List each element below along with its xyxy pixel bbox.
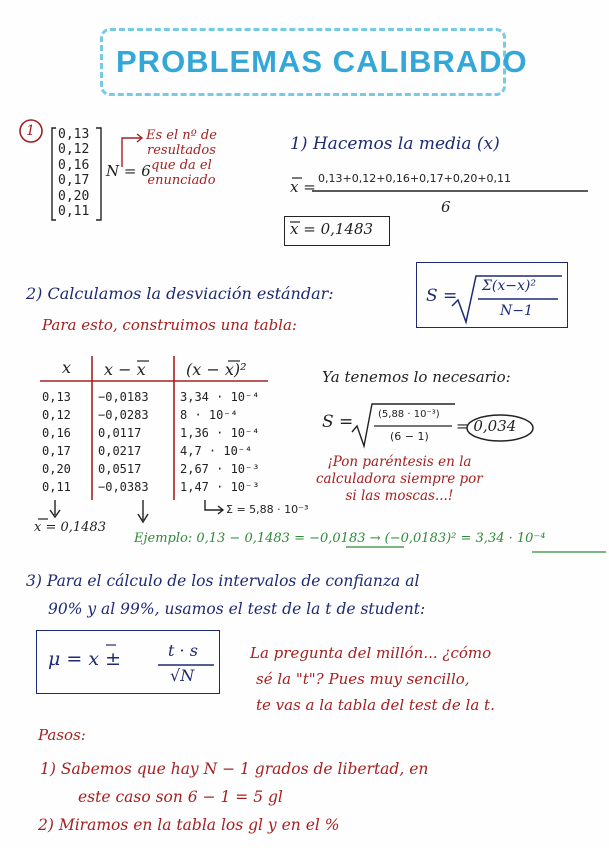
section2-title: 2) Calculamos la desviación estándar: [26,284,334,303]
s-calc-num: (5,88 · 10⁻³) [378,409,440,420]
table-col-diff [98,388,149,496]
steps-label: Pasos: [38,726,86,744]
table-header-diff: x − x [104,360,146,379]
table-header-x: x [62,358,72,377]
right-note-intro: Ya tenemos lo necesario: [322,368,511,386]
values-right-brace [96,128,101,220]
mean-denominator: 6 [441,198,451,216]
value-item: 0,12 [58,142,90,158]
t-formula-lhs: μ = x ± [48,648,122,670]
mean-result: x = 0,1483 [290,220,374,238]
t-question-note: La pregunta del millón... ¿cómo sé la "t"? Pues muy sencillo, te vas a la tabla del test de la t. [250,644,495,714]
table-cell: 0,13 [42,390,71,404]
step1-line1: 1) Sabemos que hay N − 1 grados de libertad, en [40,760,429,778]
table-cell: −0,0183 [98,390,149,404]
section1-number: 1 [26,123,35,139]
table-cell: 1,36 · 10⁻⁴ [180,426,260,440]
example-line: Ejemplo: 0,13 − 0,1483 = −0,0183 → (−0,0183)² = 3,34 · 10⁻⁴ [134,531,546,546]
table-cell: 0,20 [42,462,71,476]
sum-label: Σ = 5,88 · 10⁻³ [226,503,309,516]
table-cell: −0,0383 [98,480,149,494]
section2-subtitle: Para esto, construimos una tabla: [42,316,297,334]
table-col-sq [180,388,259,496]
table-cell: 1,47 · 10⁻³ [180,480,260,494]
page-title: PROBLEMAS CALIBRADO [116,44,528,79]
table-cell: 0,16 [42,426,71,440]
mean-lhs: x = [290,178,316,196]
n-label: N = 6 [106,162,151,180]
step1-line2: este caso son 6 − 1 = 5 gl [78,788,283,806]
table-cell: 0,0517 [98,462,142,476]
value-item: 0,17 [58,173,90,189]
stddev-formula-num: Σ(x−x)² [482,278,536,294]
values-left-bracket [52,128,56,220]
table-cell: 3,34 · 10⁻⁴ [180,390,260,404]
step1-title: 1) Hacemos la media (x) [290,134,500,154]
step2-line: 2) Miramos en la tabla los gl y en el % [38,816,340,834]
t-formula-den: √N [170,666,195,685]
mean-numerator: 0,13+0,12+0,16+0,17+0,20+0,11 [318,172,512,185]
table-cell: 2,67 · 10⁻³ [180,462,260,476]
stddev-formula-den: N−1 [500,303,533,319]
t-formula-num: t · s [168,641,198,660]
value-item: 0,16 [58,157,90,173]
table-cell: 0,0217 [98,444,142,458]
stddev-formula-lhs: S = [426,286,458,306]
table-cell: 0,11 [42,480,71,494]
value-item: 0,13 [58,127,90,142]
n-note: Es el nº de resultados que da el enunciado [146,128,217,188]
values-list [58,127,89,219]
s-calc-den: (6 − 1) [390,430,429,443]
table-cell: 8 · 10⁻⁴ [180,408,238,422]
table-cell: 0,12 [42,408,71,422]
s-calc-lhs: S = [322,412,354,432]
xbar-below-table: x = 0,1483 [34,520,106,535]
s-calc-result: = 0,034 [456,417,517,435]
section3-line2: 90% y al 99%, usamos el test de la t de student: [48,600,426,618]
value-item: 0,20 [58,188,90,204]
table-header-sq: (x − x)² [186,360,247,379]
parentheses-note: ¡Pon paréntesis en la calculadora siempre por si las moscas...! [316,454,483,504]
table-cell: 4,7 · 10⁻⁴ [180,444,253,458]
table-cell: 0,17 [42,444,71,458]
table-cell: −0,0283 [98,408,149,422]
table-col-x [42,388,71,496]
section3-line1: 3) Para el cálculo de los intervalos de confianza al [26,572,420,590]
value-item: 0,11 [58,204,90,220]
table-cell: 0,0117 [98,426,142,440]
